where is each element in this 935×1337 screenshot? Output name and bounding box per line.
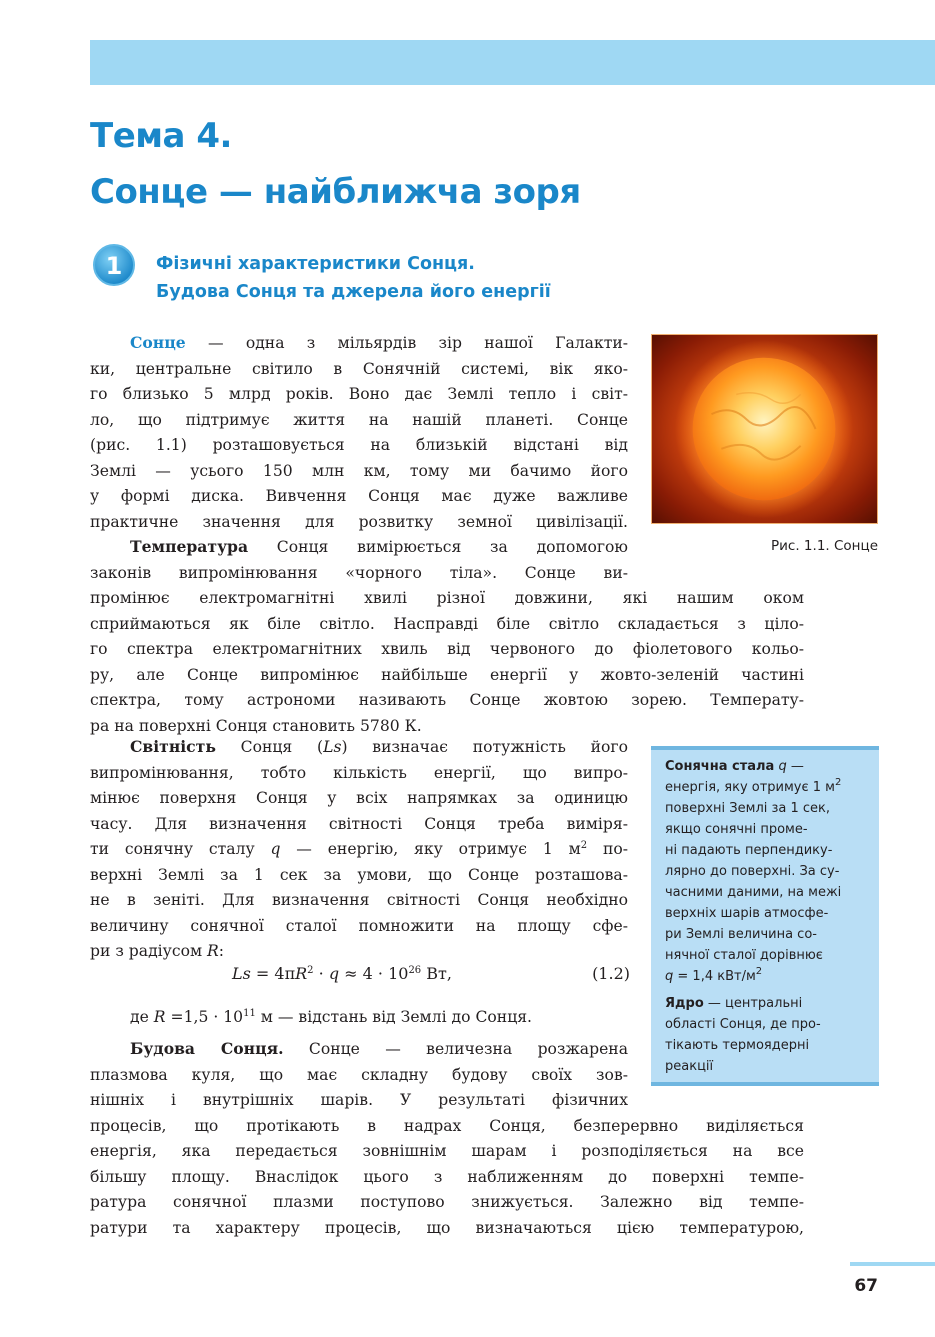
section-title	[156, 250, 756, 306]
text-fragment: енергія, яку отримує 1 м	[665, 780, 835, 795]
formula-lhs: Ls	[232, 964, 251, 983]
paragraph-temperature	[90, 534, 804, 739]
text-line: нячної сталої дорівнює	[665, 948, 823, 963]
text-line: плазмова куля, що має складну будову своїх зов-	[90, 1065, 628, 1084]
formula-explanation	[90, 1005, 630, 1031]
text-line: (рис. 1.1) розташовується на близькій відстані від	[90, 436, 628, 454]
text-line: спектра, тому астрономи називають Сонце жовтою зорею. Температу-	[90, 691, 804, 709]
footer-line	[850, 1262, 935, 1266]
term-sun: Сонце	[130, 333, 186, 352]
text-line: енергія, яка передається зовнішнім шарам і розподіляється на все	[90, 1142, 804, 1160]
text-fragment: по-	[587, 840, 628, 858]
text-fragment: ри з радіусом	[90, 942, 208, 960]
text-line: го близько 5 млрд років. Воно дає Землі тепло і світ-	[90, 385, 628, 403]
superscript: 2	[834, 777, 842, 788]
text-line: Сонця вимірюється за допомогою	[248, 538, 628, 556]
text-line: у формі диска. Вивчення Сонця має дуже важливе	[90, 487, 628, 505]
section-number-badge	[92, 243, 136, 287]
text-line: ра на поверхні Сонця становить 5780 К.	[90, 716, 422, 735]
text-fragment: =1,5 · 10	[165, 1008, 244, 1026]
symbol-q: q	[270, 840, 281, 858]
superscript: 2	[580, 840, 588, 851]
definitions-sidebar	[651, 746, 879, 1086]
title-line-1: Тема 4.	[90, 116, 232, 156]
text-line: тікають термоядерні	[665, 1038, 810, 1053]
text-fragment: ) визначає потужність його	[341, 738, 628, 756]
text-fragment: де	[130, 1008, 154, 1026]
formula-q: q	[328, 964, 340, 983]
text-line: промінює електромагнітні хвилі різної довжини, які нашим оком	[90, 589, 804, 607]
text-line: мінює поверхня Сонця у всіх напрямках за одиницю	[90, 789, 628, 807]
text-line: практичне значення для розвитку земної цивілізації.	[90, 512, 628, 531]
section-number: 1	[105, 252, 123, 280]
text-line: Сонце — величезна розжарена	[283, 1040, 628, 1058]
page-title	[90, 108, 850, 220]
text-line: сприймаються як біле світло. Насправді біле світло складається з ціло-	[90, 614, 804, 633]
text-line: — одна з мільярдів зір нашої Галакти-	[185, 334, 628, 352]
text-fragment: :	[218, 942, 225, 960]
paragraph-sun-intro	[90, 330, 628, 535]
formula-expression	[232, 964, 452, 983]
formula-unit: Вт,	[421, 964, 452, 983]
formula-part: = 4π	[250, 964, 296, 983]
text-line: випромінювання, тобто кількість енергії, що випро-	[90, 763, 628, 782]
symbol-ls: Ls	[323, 738, 342, 756]
text-line: верхніх шарів атмосфе-	[665, 906, 829, 921]
section-title-line-1: Фізичні характеристики Сонця.	[156, 254, 475, 274]
text-line: поверхні Землі за 1 сек,	[665, 801, 831, 816]
text-fragment: —	[786, 759, 804, 774]
term-solar-constant: Сонячна стала	[665, 759, 775, 774]
text-fragment: = 1,4 кВт/м	[673, 969, 756, 984]
text-line: не в зеніті. Для визначення світності Сонця необхідно	[90, 891, 628, 909]
formula-exponent: 2	[307, 965, 314, 976]
term-temperature: Температура	[130, 537, 249, 556]
paragraph-luminosity	[90, 734, 628, 965]
text-line: лярно до поверхні. За су-	[665, 864, 840, 879]
text-line: ратури та характеру процесів, що визначаються цією температурою,	[90, 1218, 804, 1237]
superscript: 11	[243, 1008, 256, 1019]
text-line: ні падають перпендику-	[665, 843, 833, 858]
formula-luminosity	[90, 964, 630, 994]
text-line: нішніх і внутрішніх шарів. У результаті фізичних	[90, 1091, 628, 1109]
formula-number: (1.2)	[592, 964, 630, 983]
text-fragment: ти сонячну сталу	[90, 840, 271, 858]
text-line: реакції	[665, 1059, 714, 1074]
text-line: законів випромінювання «чорного тіла». Сонце ви-	[90, 563, 628, 582]
section-title-line-2: Будова Сонця та джерела його енергії	[156, 282, 551, 302]
term-structure: Будова Сонця.	[130, 1039, 284, 1058]
title-line-2: Сонце — найближча зоря	[90, 172, 581, 212]
text-line: го спектра електромагнітних хвиль від червоного до фіолетового кольо-	[90, 640, 804, 658]
text-fragment: м — відстань від Землі до Сонця.	[255, 1008, 533, 1026]
formula-exponent: 26	[408, 965, 422, 976]
formula-r: R	[295, 964, 308, 983]
text-fragment: — енергію, яку отримує 1 м	[280, 840, 581, 858]
symbol-q: q	[778, 759, 787, 774]
sun-image	[651, 334, 878, 524]
text-line: якщо сонячні проме-	[665, 822, 808, 837]
superscript: 2	[755, 966, 763, 977]
term-core: Ядро	[665, 996, 704, 1011]
text-line: області Сонця, де про-	[665, 1017, 821, 1032]
symbol-r: R	[153, 1008, 166, 1026]
text-fragment: Сонця (	[215, 738, 324, 756]
figure-caption: Рис. 1.1. Сонце	[771, 538, 878, 554]
text-line: ру, але Сонце випромінює найбільше енергії у жовто-зеленій частині	[90, 665, 804, 684]
text-line: Землі — усього 150 млн км, тому ми бачимо його	[90, 461, 628, 480]
text-line: часними даними, на межі	[665, 885, 842, 900]
header-bar	[90, 40, 935, 85]
page-number: 67	[854, 1276, 878, 1296]
text-line: величину сонячної сталої помножити на площу сфе-	[90, 916, 628, 935]
symbol-q: q	[665, 969, 674, 984]
symbol-r: R	[207, 942, 219, 960]
text-line: ки, центральне світило в Сонячній системі, вік яко-	[90, 359, 628, 378]
text-line: ри Землі величина со-	[665, 927, 817, 942]
formula-part: ≈ 4 · 10	[339, 964, 409, 983]
text-line: верхні Землі за 1 сек за умови, що Сонце розташова-	[90, 865, 628, 884]
text-line: ратура сонячної плазми поступово знижується. Залежно від темпе-	[90, 1193, 804, 1211]
formula-part: ·	[313, 964, 329, 983]
term-luminosity: Світність	[130, 737, 216, 756]
text-line: часу. Для визначення світності Сонця треба виміря-	[90, 814, 628, 833]
text-fragment: — центральні	[703, 996, 803, 1011]
text-line: більшу площу. Внаслідок цього з наближенням до поверхні темпе-	[90, 1167, 804, 1186]
text-line: процесів, що протікають в надрах Сонця, безперервно виділяється	[90, 1116, 804, 1135]
text-line: ло, що підтримує життя на нашій планеті. Сонце	[90, 410, 628, 429]
